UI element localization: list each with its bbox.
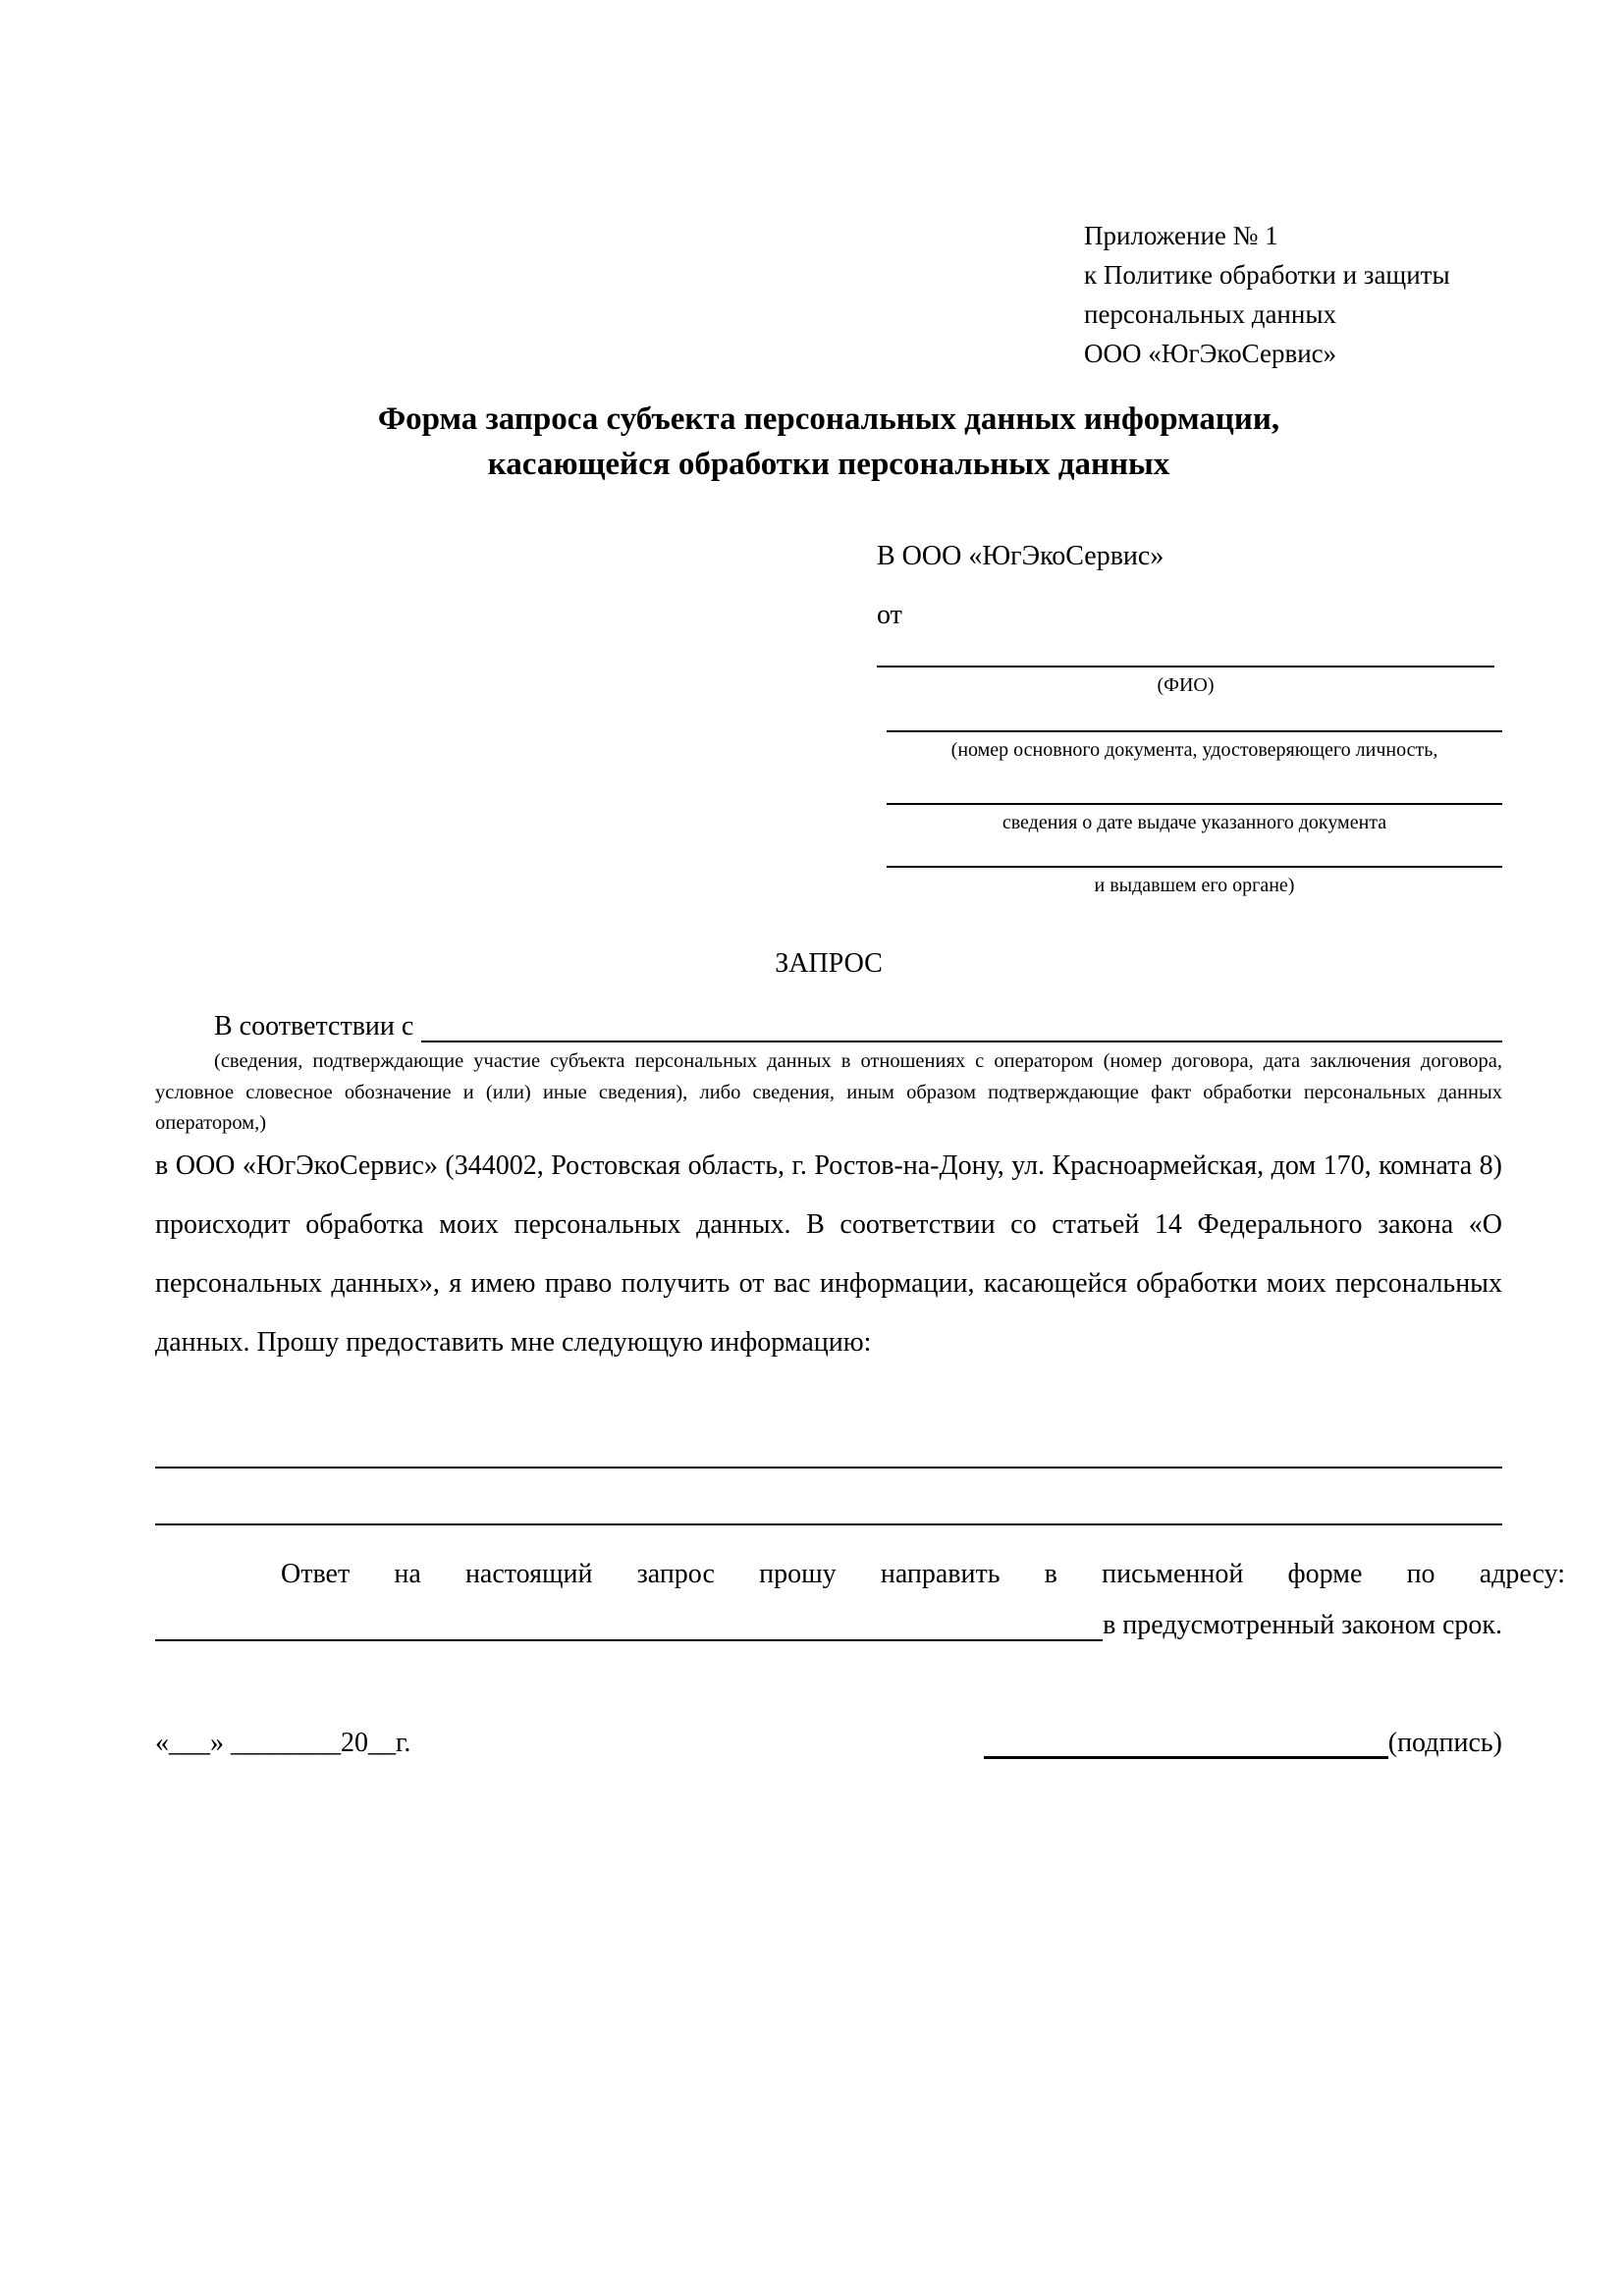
appendix-header (1084, 216, 1450, 373)
date-blank-text: «___» ________20__г. (155, 1728, 411, 1758)
document-number-caption: (номер основного документа, удостоверяющего личность, (950, 739, 1438, 761)
appendix-header-line: персональных данных (1084, 299, 1336, 329)
reply-lead-line (155, 1557, 1565, 1592)
reply-lead-text: Ответ на настоящий запрос прошу направить в письменной форме по адресу: (281, 1559, 1565, 1589)
appendix-header-line: к Политике обработки и защиты (1084, 260, 1450, 290)
reply-tail-text: в предусмотренный законом срок. (1103, 1610, 1502, 1640)
information-blank-line-2 (155, 1498, 1502, 1525)
appendix-header-line: ООО «ЮгЭкоСервис» (1084, 339, 1337, 368)
appendix-header-line: Приложение № 1 (1084, 221, 1278, 250)
basis-lead-text: В соответствии с (214, 1011, 414, 1041)
document-title-line1: Форма запроса субъекта персональных данных информации, (377, 401, 1280, 437)
reply-address-line (155, 1606, 1502, 1641)
recipient-organization: В ООО «ЮгЭкоСервис» (877, 541, 1164, 571)
issue-date-caption: сведения о дате выдаче указанного документа (1001, 812, 1387, 833)
fio-caption: (ФИО) (1157, 674, 1215, 696)
issuing-authority-caption: и выдавшем его органе) (1094, 875, 1295, 896)
recipient-from-label: от (877, 600, 902, 630)
document-number-blank-line (887, 711, 1502, 732)
issuing-authority-blank-line (887, 846, 1502, 868)
information-blank-line-1 (155, 1441, 1502, 1468)
document-title (155, 397, 1502, 487)
basis-line (155, 1007, 1502, 1042)
reply-address-blank-line (155, 1610, 1103, 1641)
body-paragraph: в ООО «ЮгЭкоСервис» (344002, Ростовская область, г. Ростов-на-Дону, ул. Красноармейская, дом 170, комната 8) происходит обработка моих персональных данных. В соответствии со статьей 14 Федерального закона «О персональных данных», я имею право получить от вас информации, касающейся обработки моих персональных данных. Прошу предоставить мне следующую информацию: (155, 1150, 1502, 1358)
issue-date-blank-line (887, 783, 1502, 805)
request-heading: ЗАПРОС (775, 948, 883, 979)
signature-group (984, 1728, 1502, 1759)
signature-blank-line (984, 1728, 1388, 1759)
signature-caption: (подпись) (1387, 1728, 1502, 1758)
basis-blank-line (421, 1011, 1502, 1042)
basis-footnote: (сведения, подтверждающие участие субъекта персональных данных в отношениях с оператором (номер договора, дата заключения договора, условное словесное обозначение и (или) иные сведения), либо сведения, иным образом подтверждающие факт обработки персональных данных оператором,) (155, 1050, 1502, 1134)
fio-blank-line (877, 646, 1494, 667)
date-signature-row (155, 1724, 1502, 1759)
document-title-line2: касающейся обработки персональных данных (487, 447, 1170, 482)
